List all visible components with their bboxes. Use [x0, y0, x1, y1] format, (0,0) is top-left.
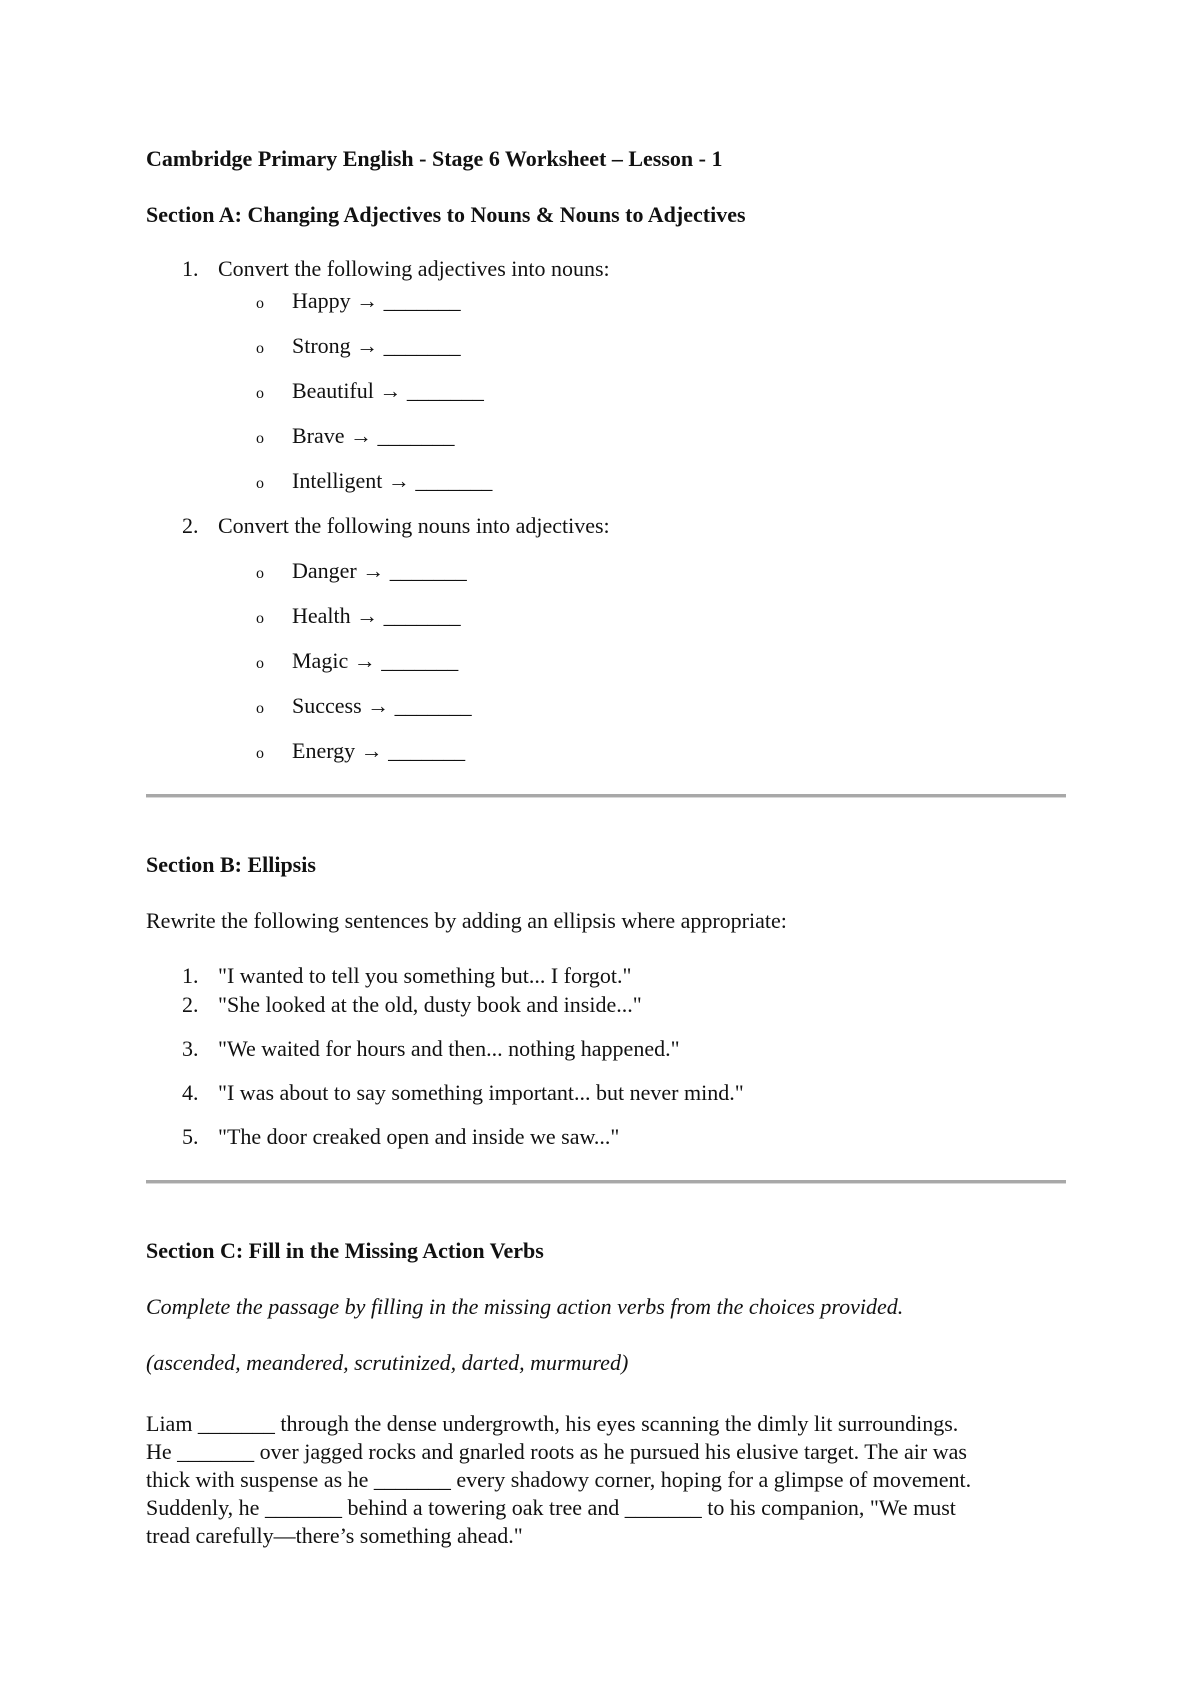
question-number: 1. [182, 256, 199, 281]
bullet-icon: o [256, 610, 264, 627]
passage [146, 1410, 1066, 1550]
bullet-icon: o [256, 430, 264, 447]
list-item [256, 378, 484, 404]
list-item [256, 738, 465, 764]
question-text: Convert the following nouns into adjectives: [218, 513, 610, 538]
section-divider [146, 794, 1066, 798]
section-a-question-1 [182, 256, 610, 282]
list-item [182, 1036, 680, 1062]
list-item [256, 558, 467, 584]
section-c-heading: Section C: Fill in the Missing Action Verbs [146, 1238, 544, 1263]
item-number: 3. [182, 1036, 199, 1061]
item-number: 1. [182, 963, 199, 988]
item-number: 2. [182, 992, 199, 1017]
passage-line: Suddenly, he _______ behind a towering oak tree and _______ to his companion, "We must [146, 1495, 956, 1520]
bullet-icon: o [256, 565, 264, 582]
bullet-icon: o [256, 295, 264, 312]
list-item [182, 963, 632, 989]
section-a-heading: Section A: Changing Adjectives to Nouns & Nouns to Adjectives [146, 202, 746, 227]
list-item-text: Intelligent → _______ [292, 468, 493, 493]
item-text: "The door creaked open and inside we saw..." [218, 1124, 620, 1149]
list-item-text: Danger → _______ [292, 558, 467, 583]
list-item [256, 423, 455, 449]
bullet-icon: o [256, 655, 264, 672]
worksheet-title: Cambridge Primary English - Stage 6 Worksheet – Lesson - 1 [146, 146, 723, 171]
question-text: Convert the following adjectives into nouns: [218, 256, 610, 281]
list-item-text: Strong → _______ [292, 333, 461, 358]
list-item [256, 288, 461, 314]
section-b-instruction: Rewrite the following sentences by adding an ellipsis where appropriate: [146, 908, 787, 933]
item-text: "I was about to say something important... but never mind." [218, 1080, 744, 1105]
passage-line: tread carefully—there’s something ahead." [146, 1523, 523, 1548]
section-a-question-2 [182, 513, 610, 539]
list-item [256, 468, 492, 494]
section-c-instruction: Complete the passage by filling in the missing action verbs from the choices provided. [146, 1294, 904, 1319]
list-item-text: Beautiful → _______ [292, 378, 484, 403]
bullet-icon: o [256, 475, 264, 492]
bullet-icon: o [256, 340, 264, 357]
verb-choices: (ascended, meandered, scrutinized, darted, murmured) [146, 1350, 629, 1375]
list-item-text: Energy → _______ [292, 738, 466, 763]
list-item [256, 693, 472, 719]
passage-line: Liam _______ through the dense undergrowth, his eyes scanning the dimly lit surroundings. [146, 1411, 959, 1436]
list-item-text: Magic → _______ [292, 648, 459, 673]
section-b-heading: Section B: Ellipsis [146, 852, 316, 877]
item-number: 4. [182, 1080, 199, 1105]
passage-line: He _______ over jagged rocks and gnarled roots as he pursued his elusive target. The air was [146, 1439, 967, 1464]
bullet-icon: o [256, 700, 264, 717]
list-item-text: Success → _______ [292, 693, 472, 718]
list-item [256, 333, 461, 359]
question-number: 2. [182, 513, 199, 538]
section-divider [146, 1180, 1066, 1184]
bullet-icon: o [256, 385, 264, 402]
item-text: "I wanted to tell you something but... I forgot." [218, 963, 632, 988]
list-item-text: Happy → _______ [292, 288, 461, 313]
list-item [256, 603, 461, 629]
list-item [182, 1124, 619, 1150]
item-text: "She looked at the old, dusty book and inside..." [218, 992, 642, 1017]
passage-line: thick with suspense as he _______ every shadowy corner, hoping for a glimpse of movement. [146, 1467, 972, 1492]
list-item [256, 648, 458, 674]
list-item [182, 992, 642, 1018]
item-text: "We waited for hours and then... nothing happened." [218, 1036, 680, 1061]
list-item [182, 1080, 744, 1106]
item-number: 5. [182, 1124, 199, 1149]
list-item-text: Brave → _______ [292, 423, 455, 448]
list-item-text: Health → _______ [292, 603, 461, 628]
bullet-icon: o [256, 745, 264, 762]
